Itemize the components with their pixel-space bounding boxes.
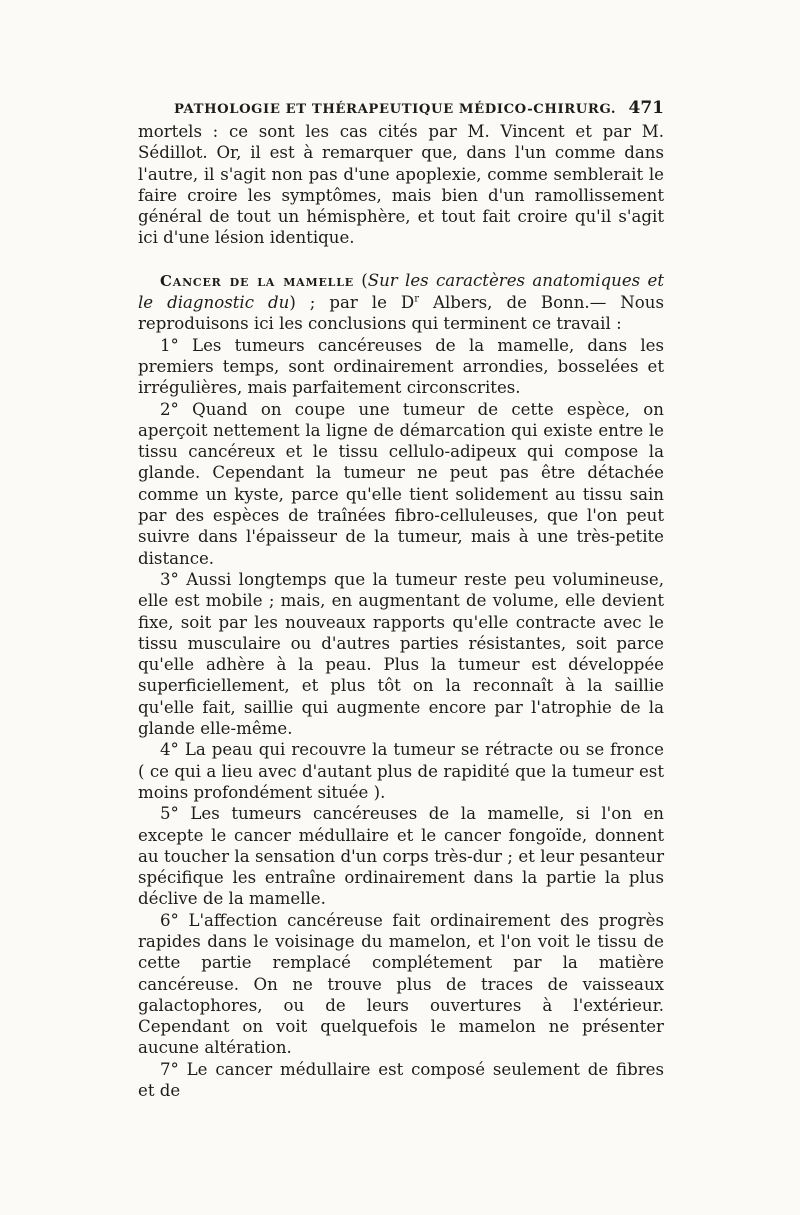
- section-intro-paragraph: [138, 270, 664, 335]
- section-paren-open: (: [353, 270, 368, 290]
- point-paragraph-3: 3° Aussi longtemps que la tumeur reste peu volumineuse, elle est mobile ; mais, en augmentant de volume, elle devient fixe, soit par les nouveaux rapports qu'elle contracte avec le tissu musculaire ou d'autres parties résistantes, soit parce qu'elle adhère à la peau. Plus la tumeur est développée superficiellement, et plus tôt on la reconnaît à la saillie qu'elle fait, saillie qui augmente encore par l'atrophie de la glande elle-même.: [138, 569, 664, 739]
- point-paragraph-1: 1° Les tumeurs cancéreuses de la mamelle, dans les premiers temps, sont ordinairement arrondies, bosselées et irrégulières, mais parfaitement circonscrites.: [138, 335, 664, 398]
- page-number: 471: [628, 98, 664, 118]
- running-header: [138, 98, 664, 120]
- running-title: PATHOLOGIE ET THÉRAPEUTIQUE MÉDICO-CHIRURG.: [174, 102, 617, 117]
- point-paragraph-5: 5° Les tumeurs cancéreuses de la mamelle, si l'on en excepte le cancer médullaire et le cancer fongoïde, donnent au toucher la sensation d'un corps très-dur ; et leur pesanteur spécifique les entraîne ordinairement dans la partie la plus déclive de la mamelle.: [138, 804, 664, 909]
- section-subtitle: Sur les caractères anatomiques et le diagnostic du: [138, 270, 664, 313]
- section-title: Cancer de la mamelle: [160, 271, 354, 290]
- point-paragraph-7: 7° Le cancer médullaire est composé seulement de fibres et de: [138, 1059, 664, 1101]
- point-paragraph-2: 2° Quand on coupe une tumeur de cette espèce, on aperçoit nettement la ligne de démarcation qui existe entre le tissu cancéreux et le tissu cellulo-adipeux qui compose la glande. Cependant la tumeur ne peut pas être détachée comme un kyste, parce qu'elle tient solidement au tissu sain par des espèces de traînées fibro-celluleuses, que l'on peut suivre dans l'épaisseur de la tumeur, mais à une très-petite distance.: [138, 399, 664, 568]
- section-intro-b: Albers, de Bonn.— Nous reproduisons ici les conclusions qui terminent ce travail :: [138, 293, 665, 334]
- continuation-paragraph: mortels : ce sont les cas cités par M. Vincent et par M. Sédillot. Or, il est à remarquer que, dans l'un comme dans l'autre, il s'agit non pas d'une apoplexie, comme semblerait le faire croire les symptômes, mais bien d'un ramollissement général de tout un hémisphère, et tout fait croire qu'il s'agit ici d'une lésion identique.: [138, 122, 664, 248]
- point-paragraph-4: 4° La peau qui recouvre la tumeur se rétracte ou se fronce ( ce qui a lieu avec d'autant plus de rapidité que la tumeur est moins profondément située ).: [138, 740, 664, 802]
- section-intro-a: ) ; par le D: [289, 293, 415, 313]
- section-intro-sup: r: [414, 293, 420, 305]
- page-text-block: [138, 98, 664, 1101]
- point-paragraph-6: 6° L'affection cancéreuse fait ordinairement des progrès rapides dans le voisinage du mamelon, et l'on voit le tissu de cette partie remplacé complétement par la matière cancéreuse. On ne trouve plus de traces de vaisseaux galactophores, ou de leurs ouvertures à l'extérieur. Cependant on voit quelquefois le mamelon ne présenter aucune altération.: [138, 910, 664, 1058]
